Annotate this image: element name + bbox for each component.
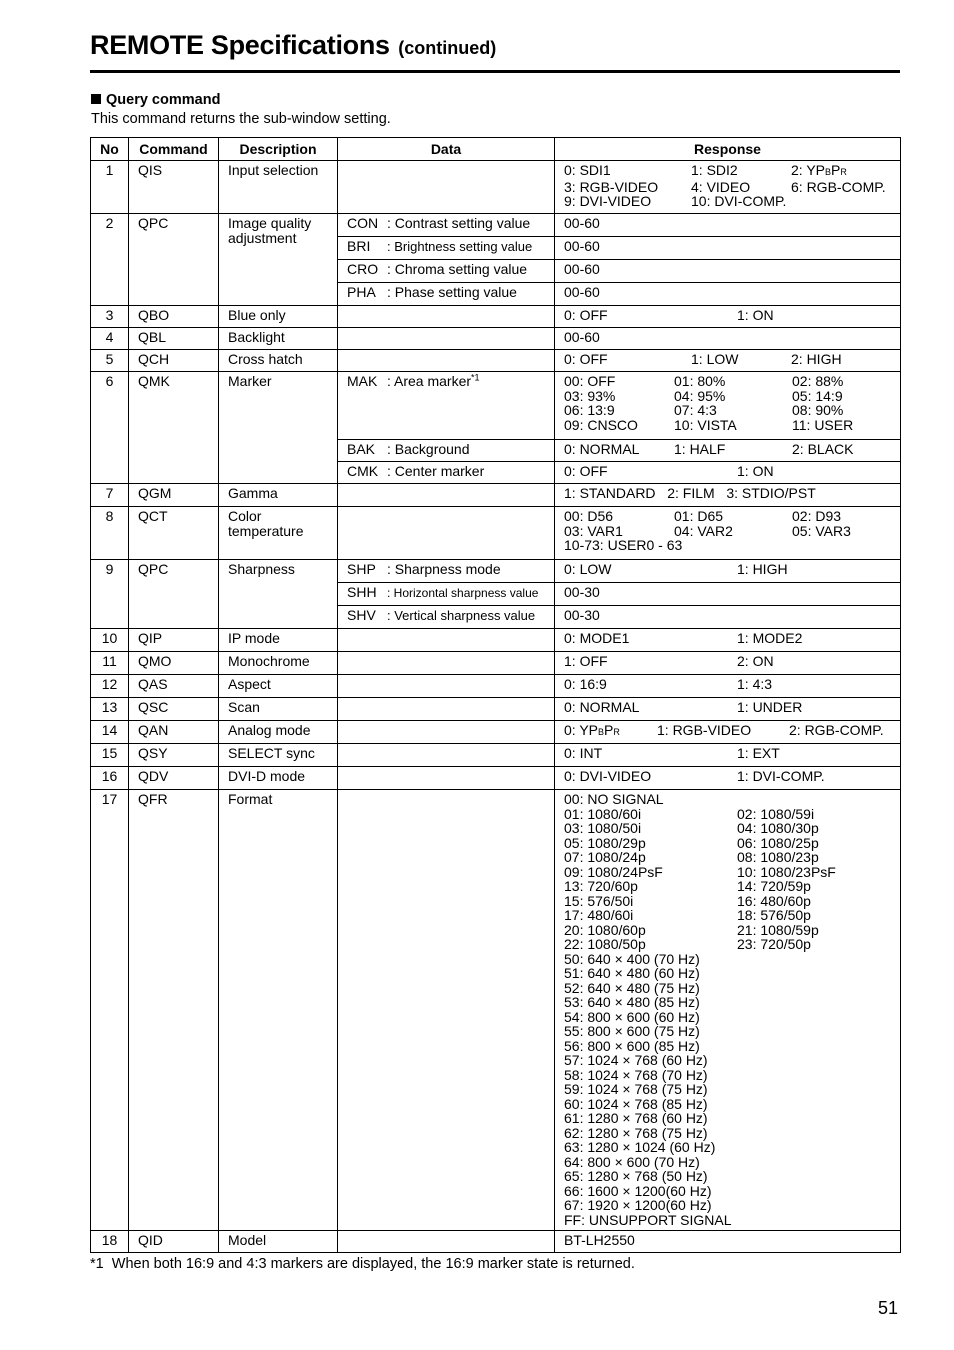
table-row	[91, 560, 901, 583]
response-value: 53: 640 × 480 (85 Hz)	[564, 994, 700, 1010]
row-description: Sharpness	[219, 560, 338, 629]
data-label: : Center marker	[387, 463, 485, 479]
response-value: 07: 4:3	[674, 402, 717, 418]
row-no: 11	[91, 652, 129, 675]
response-value: 1: ON	[737, 307, 774, 323]
response-value: 0: MODE1	[564, 630, 630, 646]
row-data	[338, 767, 555, 790]
row-command: QPC	[129, 214, 219, 306]
response-value: 1: MODE2	[737, 630, 803, 646]
row-response: 00-60	[555, 328, 901, 350]
header-response: Response	[555, 138, 901, 161]
response-value: 0: OFF	[564, 351, 608, 367]
response-value: 2: RGB-COMP.	[789, 722, 884, 738]
row-data	[338, 372, 555, 440]
row-response	[555, 790, 901, 1231]
response-value: 00: D56	[564, 508, 614, 524]
data-keyword: PHA	[347, 284, 376, 300]
response-value: 0: NORMAL	[564, 699, 640, 715]
page-title-sub: (continued)	[398, 38, 497, 58]
row-response	[555, 306, 901, 328]
row-no: 1	[91, 161, 129, 214]
table-row	[91, 652, 901, 675]
data-label: : Phase setting value	[387, 284, 517, 300]
response-value: 2: BLACK	[792, 441, 854, 457]
row-command: QSC	[129, 698, 219, 721]
response-value: 08: 90%	[792, 402, 844, 418]
response-value: 01: D65	[674, 508, 724, 524]
row-no: 15	[91, 744, 129, 767]
row-data	[338, 629, 555, 652]
row-data	[338, 721, 555, 744]
response-value: 1: LOW	[691, 351, 739, 367]
row-command: QIP	[129, 629, 219, 652]
response-value: 1: HIGH	[737, 561, 788, 577]
page-number: 51	[878, 1298, 899, 1318]
description-line: adjustment	[228, 229, 297, 246]
data-keyword: CRO	[347, 261, 379, 277]
description-line: Image quality	[228, 215, 312, 231]
row-data	[338, 440, 555, 462]
square-bullet-icon	[91, 94, 101, 104]
row-response	[555, 462, 901, 484]
response-value: 02: D93	[792, 508, 842, 524]
response-grid	[564, 807, 891, 952]
row-response	[555, 440, 901, 462]
response-value: 0: OFF	[564, 463, 608, 479]
response-value: 66: 1600 × 1200(60 Hz)	[564, 1182, 712, 1199]
section-title: Query command	[106, 92, 221, 108]
row-response: 1: STANDARD 2: FILM 3: STDIO/PST	[555, 484, 901, 507]
row-no: 10	[91, 629, 129, 652]
page-title: REMOTE Specifications	[90, 30, 390, 60]
response-value: 0: YPBPR	[564, 722, 620, 738]
section-heading	[91, 92, 220, 108]
row-response: 00-60	[555, 283, 901, 306]
query-command-table	[90, 137, 901, 1253]
row-response: 00-60	[555, 260, 901, 283]
row-command: QMK	[129, 372, 219, 484]
row-no: 7	[91, 484, 129, 507]
row-command: QAN	[129, 721, 219, 744]
row-data	[338, 161, 555, 214]
row-data	[338, 462, 555, 484]
response-value: 59: 1024 × 768 (75 Hz)	[564, 1081, 708, 1097]
row-data	[338, 652, 555, 675]
response-value: 1: DVI-COMP.	[737, 768, 825, 784]
table-row	[91, 744, 901, 767]
row-response	[555, 161, 901, 214]
data-label: : Background	[387, 441, 470, 457]
response-value: 9: DVI-VIDEO	[564, 193, 652, 209]
table-row	[91, 698, 901, 721]
row-response	[555, 767, 901, 790]
table-header-row	[91, 138, 901, 161]
header-command: Command	[129, 138, 219, 161]
row-description: Backlight	[219, 328, 338, 350]
response-value: 0: NORMAL	[564, 441, 640, 457]
row-response	[555, 744, 901, 767]
row-description: Monochrome	[219, 652, 338, 675]
row-command: QIS	[129, 161, 219, 214]
row-description: Blue only	[219, 306, 338, 328]
table-row	[91, 790, 901, 1231]
row-data	[338, 350, 555, 372]
row-response: BT-LH2550	[555, 1231, 901, 1253]
response-value: 05: 14:9	[792, 387, 843, 404]
response-value: 56: 800 × 600 (85 Hz)	[564, 1037, 700, 1054]
row-response	[555, 675, 901, 698]
row-data	[338, 1231, 555, 1253]
response-value: FF: UNSUPPORT SIGNAL	[564, 1211, 732, 1228]
response-value: 02: 88%	[792, 373, 844, 389]
response-value: 10: DVI-COMP.	[691, 193, 787, 209]
table-row	[91, 1231, 901, 1253]
row-command: QID	[129, 1231, 219, 1253]
row-data	[338, 583, 555, 606]
response-value: 00: OFF	[564, 373, 616, 389]
response-value: 05: VAR3	[792, 522, 851, 539]
row-response	[555, 698, 901, 721]
row-no: 12	[91, 675, 129, 698]
row-data	[338, 744, 555, 767]
row-data	[338, 484, 555, 507]
data-keyword: BAK	[347, 441, 376, 457]
data-label: : Brightness setting value	[387, 239, 533, 254]
response-value: 4: VIDEO	[691, 178, 751, 195]
row-response	[555, 629, 901, 652]
row-data	[338, 283, 555, 306]
table-row	[91, 161, 901, 214]
response-value: 54: 800 × 600 (60 Hz)	[564, 1008, 700, 1025]
row-response	[555, 560, 901, 583]
table-row	[91, 675, 901, 698]
row-response	[555, 507, 901, 560]
row-description: Model	[219, 1231, 338, 1253]
row-no: 5	[91, 350, 129, 372]
response-value: 1: ON	[737, 463, 774, 479]
row-command: QMO	[129, 652, 219, 675]
table-row	[91, 767, 901, 790]
data-label: : Contrast setting value	[387, 215, 531, 231]
intro-text: This command returns the sub-window setting.	[91, 111, 391, 127]
row-no: 17	[91, 790, 129, 1231]
row-description: Aspect	[219, 675, 338, 698]
row-data	[338, 675, 555, 698]
data-keyword: SHP	[347, 561, 376, 577]
row-description: Analog mode	[219, 721, 338, 744]
response-value: 0: LOW	[564, 561, 612, 577]
row-command: QCT	[129, 507, 219, 560]
response-value: 6: RGB-COMP.	[791, 178, 886, 195]
header-data: Data	[338, 138, 555, 161]
row-description: Input selection	[219, 161, 338, 214]
table-row	[91, 306, 901, 328]
response-value: 23: 720/50p	[737, 936, 811, 952]
row-command: QPC	[129, 560, 219, 629]
row-no: 9	[91, 560, 129, 629]
row-data	[338, 698, 555, 721]
row-data	[338, 560, 555, 583]
response-value: 10-73: USER0 - 63	[564, 537, 683, 553]
response-value: 00: NO SIGNAL	[564, 791, 664, 807]
response-value: 2: HIGH	[791, 351, 842, 367]
data-label: : Sharpness mode	[387, 561, 501, 577]
response-value: 67: 1920 × 1200(60 Hz)	[564, 1197, 712, 1213]
response-value: 1: UNDER	[737, 699, 803, 715]
row-response	[555, 350, 901, 372]
response-value: 04: 1080/30p	[737, 820, 819, 836]
row-data	[338, 790, 555, 1231]
response-value: 09: CNSCO	[564, 416, 638, 433]
row-no: 18	[91, 1231, 129, 1253]
response-value: 05: 1080/29p	[564, 834, 646, 851]
row-no: 16	[91, 767, 129, 790]
row-no: 4	[91, 328, 129, 350]
row-description	[219, 507, 338, 560]
response-value: 65: 1280 × 768 (50 Hz)	[564, 1168, 708, 1184]
row-no: 6	[91, 372, 129, 484]
data-keyword: CON	[347, 215, 379, 231]
row-response: 00-60	[555, 237, 901, 260]
response-value: 03: VAR1	[564, 522, 623, 539]
table-row	[91, 484, 901, 507]
row-data	[338, 328, 555, 350]
data-keyword: SHH	[347, 584, 377, 600]
response-value: 10: VISTA	[674, 416, 737, 433]
row-description: Cross hatch	[219, 350, 338, 372]
response-value: 06: 13:9	[564, 402, 615, 418]
page-header	[90, 30, 900, 73]
row-description: DVI-D mode	[219, 767, 338, 790]
row-description: Scan	[219, 698, 338, 721]
row-data	[338, 260, 555, 283]
row-response: 00-30	[555, 606, 901, 629]
response-value: 13: 720/60p	[564, 878, 638, 894]
response-value: 2: ON	[737, 653, 774, 669]
response-value: 61: 1280 × 768 (60 Hz)	[564, 1110, 708, 1126]
row-command: QSY	[129, 744, 219, 767]
response-value: 62: 1280 × 768 (75 Hz)	[564, 1124, 708, 1141]
response-value: 18: 576/50p	[737, 907, 811, 923]
response-value: 15: 576/50i	[564, 892, 634, 909]
table-row	[91, 721, 901, 744]
response-value: 20: 1080/60p	[564, 921, 646, 938]
data-keyword: BRI	[347, 238, 371, 254]
header-no: No	[91, 138, 129, 161]
response-value: 57: 1024 × 768 (60 Hz)	[564, 1052, 708, 1068]
data-label: : Chroma setting value	[387, 261, 528, 277]
response-value: 50: 640 × 400 (70 Hz)	[564, 950, 700, 967]
response-value: 63: 1280 × 1024 (60 Hz)	[564, 1139, 716, 1155]
response-value: 21: 1080/59p	[737, 921, 819, 938]
table-row	[91, 328, 901, 350]
response-value: 17: 480/60i	[564, 907, 634, 923]
description-line: Color	[228, 508, 262, 524]
data-label: : Area marker	[387, 373, 472, 389]
footnote-ref: *1	[471, 372, 480, 383]
response-value: 08: 1080/23p	[737, 849, 819, 865]
table-row	[91, 507, 901, 560]
row-description: Marker	[219, 372, 338, 484]
table-row	[91, 350, 901, 372]
row-no: 13	[91, 698, 129, 721]
row-no: 2	[91, 214, 129, 306]
row-response	[555, 652, 901, 675]
response-grid	[564, 374, 891, 432]
data-keyword: CMK	[347, 463, 379, 479]
response-value: 2: YPBPR	[791, 162, 847, 178]
response-value: 07: 1080/24p	[564, 849, 646, 865]
response-value: 3: RGB-VIDEO	[564, 178, 659, 195]
response-grid	[564, 163, 891, 209]
response-value: 14: 720/59p	[737, 878, 811, 894]
row-data	[338, 306, 555, 328]
response-value: 04: 95%	[674, 387, 726, 404]
header-description: Description	[219, 138, 338, 161]
response-value: 0: OFF	[564, 307, 608, 323]
row-description	[219, 214, 338, 306]
response-value: 1: EXT	[737, 745, 780, 761]
response-value: 0: INT	[564, 745, 603, 761]
response-value: 04: VAR2	[674, 522, 733, 539]
response-value: 60: 1024 × 768 (85 Hz)	[564, 1095, 708, 1112]
response-list	[564, 952, 891, 1228]
response-value: 51: 640 × 480 (60 Hz)	[564, 965, 700, 981]
response-grid	[564, 509, 891, 538]
row-response: 00-60	[555, 214, 901, 237]
response-value: 0: 16:9	[564, 676, 607, 692]
row-description: Gamma	[219, 484, 338, 507]
description-line: temperature	[228, 522, 304, 539]
row-description: IP mode	[219, 629, 338, 652]
row-data	[338, 606, 555, 629]
response-value: 58: 1024 × 768 (70 Hz)	[564, 1066, 708, 1083]
row-response	[555, 372, 901, 440]
response-value: 22: 1080/50p	[564, 936, 646, 952]
row-command: QDV	[129, 767, 219, 790]
response-value: 64: 800 × 600 (70 Hz)	[564, 1153, 700, 1170]
row-no: 8	[91, 507, 129, 560]
response-value: 1: HALF	[674, 441, 726, 457]
response-value: 06: 1080/25p	[737, 834, 819, 851]
response-value: 10: 1080/23PsF	[737, 863, 836, 880]
row-response: 00-30	[555, 583, 901, 606]
response-value: 1: RGB-VIDEO	[657, 722, 752, 738]
response-value: 1: 4:3	[737, 676, 773, 692]
data-keyword: SHV	[347, 607, 376, 623]
row-no: 14	[91, 721, 129, 744]
row-response	[555, 721, 901, 744]
row-no: 3	[91, 306, 129, 328]
row-command: QGM	[129, 484, 219, 507]
row-command: QBO	[129, 306, 219, 328]
data-label: : Horizontal sharpness value	[387, 586, 539, 600]
row-command: QFR	[129, 790, 219, 1231]
response-value: 09: 1080/24PsF	[564, 863, 663, 880]
response-value	[791, 194, 891, 209]
response-value: 1: OFF	[564, 653, 608, 669]
response-value: 16: 480/60p	[737, 892, 811, 909]
data-label: : Vertical sharpness value	[387, 608, 536, 623]
row-data	[338, 214, 555, 237]
table-row	[91, 372, 901, 440]
row-description: SELECT sync	[219, 744, 338, 767]
table-row	[91, 629, 901, 652]
footnote: *1 When both 16:9 and 4:3 markers are displayed, the 16:9 marker state is returned.	[90, 1256, 635, 1272]
response-value: 01: 80%	[674, 373, 726, 389]
response-value: 01: 1080/60i	[564, 805, 642, 822]
response-value: 0: SDI1	[564, 162, 611, 178]
data-keyword: MAK	[347, 373, 378, 389]
row-command: QCH	[129, 350, 219, 372]
table-row	[91, 214, 901, 237]
row-data	[338, 507, 555, 560]
response-value: 55: 800 × 600 (75 Hz)	[564, 1023, 700, 1039]
row-command: QBL	[129, 328, 219, 350]
row-data	[338, 237, 555, 260]
response-value: 03: 93%	[564, 387, 616, 404]
row-command: QAS	[129, 675, 219, 698]
response-value: 52: 640 × 480 (75 Hz)	[564, 979, 700, 996]
response-value: 1: SDI2	[691, 162, 738, 178]
response-value: 02: 1080/59i	[737, 805, 815, 822]
row-description: Format	[219, 790, 338, 1231]
response-value: 0: DVI-VIDEO	[564, 768, 652, 784]
response-value: 03: 1080/50i	[564, 820, 642, 836]
response-value: 11: USER	[792, 416, 854, 433]
